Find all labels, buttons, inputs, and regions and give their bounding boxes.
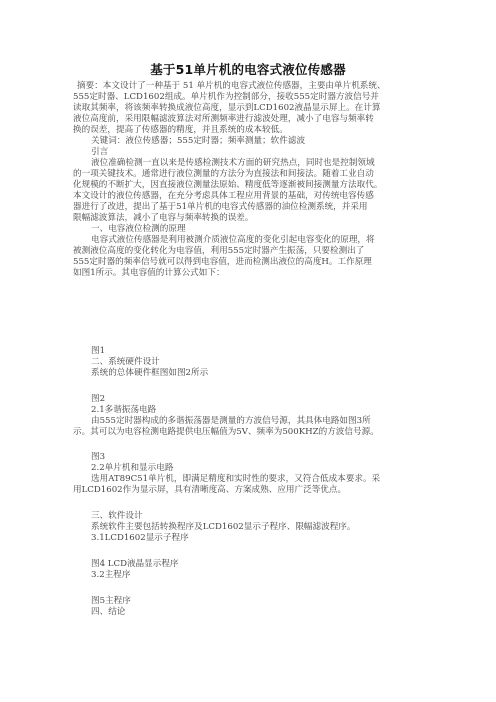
body-line: 555定时器的频率信号就可以得到电容值，进而检测出液位的高度H。工作原理 (73, 257, 372, 267)
figure-caption: 图2 (91, 394, 106, 404)
section-heading: 三、软件设计 (91, 511, 143, 521)
abstract-line: 读取其频率，将该频率转换成液位高度，显示到LCD1602液晶显示屏上。在计算 (73, 103, 381, 113)
body-line: 用LCD1602作为显示屏，具有清晰度高、方案成熟、应用广泛等优点。 (73, 485, 347, 495)
section-heading: 四、结论 (91, 607, 126, 617)
figure-caption: 图5主程序 (91, 596, 131, 606)
body-line: 限幅滤波算法，减小了电容与频率转换的误差。 (73, 213, 254, 223)
body-line: 示。其可以为电容检测电路提供电压幅值为5V、频率为500KHZ的方波信号源。 (73, 427, 379, 437)
abstract-line: 液位高度前，采用限幅滤波算法对所测频率进行滤波处理，减小了电容与频率转 (73, 114, 374, 124)
body-line: 电容式液位传感器是利用被测介质液位高度的变化引起电容变化的原理，将 (91, 235, 375, 245)
body-line: 液位准确检测一直以来是传感检测技术方面的研究热点，同时也是控制领域 (91, 158, 375, 168)
subsection-heading: 2.2单片机和显示电路 (91, 463, 174, 473)
body-line: 本文设计的液位传感器，在充分考虑具体工程应用背景的基础，对传统电容传感 (73, 191, 374, 201)
body-line: 的一项关键技术。通常进行液位测量的方法分为直接法和间接法。随着工业自动 (73, 169, 374, 179)
body-line: 器进行了改进，提出了基于51单片机的电容式传感器的油位检测系统，并采用 (73, 202, 368, 212)
section-heading: 引言 (91, 147, 109, 157)
body-line: 系统软件主要包括转换程序及LCD1602显示子程序、限幅滤波程序。 (91, 522, 356, 532)
body-line: 由555定时器构成的多谐振荡器是测量的方波信号源，其具体电路如图3所 (91, 416, 371, 426)
figure-caption: 图4 LCD液晶显示程序 (91, 559, 179, 569)
subsection-heading: 3.2主程序 (91, 570, 131, 580)
body-line: 系统的总体硬件框图如图2所示 (91, 368, 209, 378)
document-title: 基于51单片机的电容式液位传感器 (150, 62, 346, 77)
section-heading: 二、系统硬件设计 (91, 357, 160, 367)
abstract-line: 摘要：本文设计了一种基于 51 单片机的电容式液位传感器，主要由单片机系统、 (77, 81, 386, 91)
body-line: 化规模的不断扩大，因直接液位测量法原始、精度低等逐渐被间接测量方法取代。 (73, 180, 383, 190)
keywords-line: 关键词：液位传感器；555定时器；频率测量；软件滤波 (91, 136, 306, 146)
figure-caption: 图1 (91, 346, 106, 356)
body-line: 如图1所示。其电容值的计算公式如下： (73, 268, 225, 278)
body-line: 被测液位高度的变化转化为电容值，利用555定时器产生振荡，只要检测出了 (73, 246, 365, 256)
body-line: 选用AT89C51单片机，即满足精度和实时性的要求，又符合低成本要求。采 (91, 474, 381, 484)
subsection-heading: 3.1LCD1602显示子程序 (91, 533, 189, 543)
subsection-heading: 2.1多谐振荡电路 (91, 405, 157, 415)
abstract-line: 555定时器、LCD1602组成。单片机作为控制部分，接收555定时器方波信号并 (73, 92, 379, 102)
abstract-line: 换的误差，提高了传感器的精度，并且系统的成本较低。 (73, 125, 288, 135)
figure-caption: 图3 (91, 452, 106, 462)
section-heading: 一、电容液位检测的原理 (91, 224, 186, 234)
